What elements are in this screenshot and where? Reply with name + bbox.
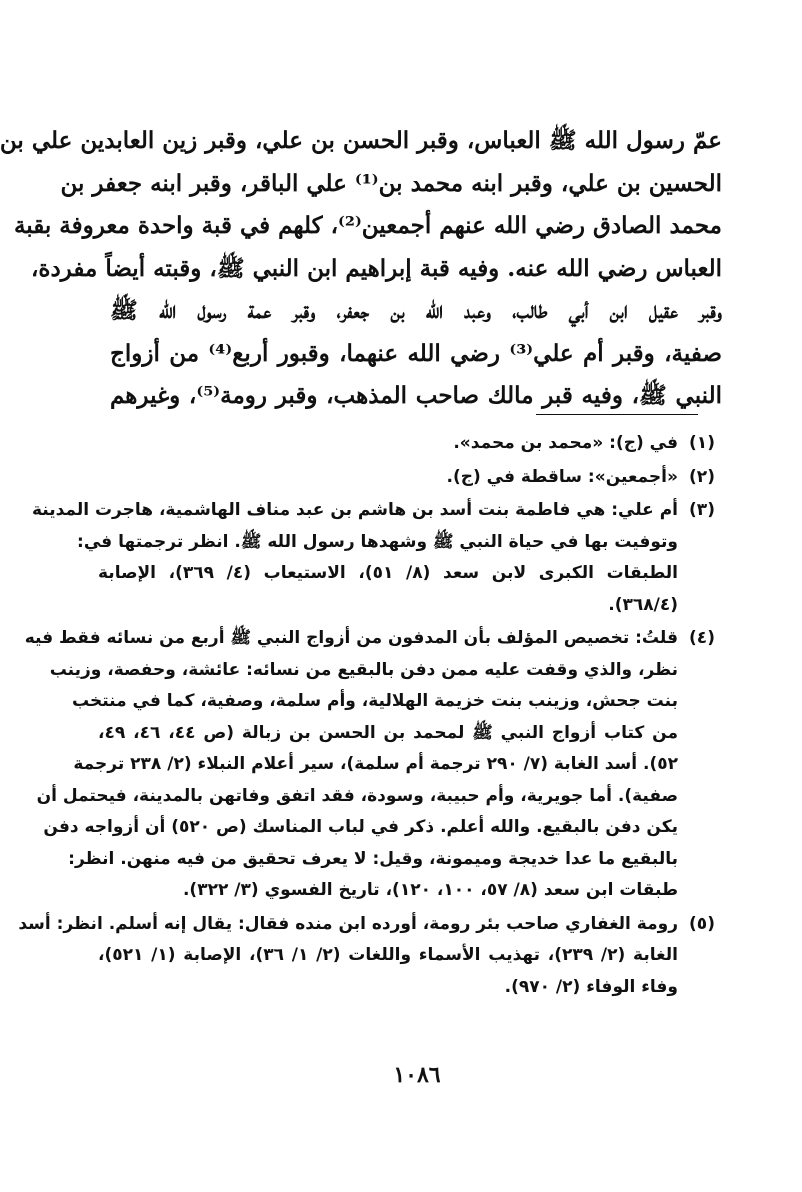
main-text-line: الحسين بن علي، وقبر ابنه محمد بن⁽¹⁾ علي الباقر، وقبر ابنه جعفر بن [60,169,722,197]
footnote-line: بنت جحش، وزينب بنت خزيمة الهلالية، وأم سلمة، وصفية، كما في منتخب [71,691,678,711]
footnote-number: (٣) [689,500,715,520]
footnote-line: طبقات ابن سعد (٨/ ٥٧، ١٠٠، ١٢٠)، تاريخ الفسوي (٣/ ٣٢٢). [182,880,678,900]
footnote-line: صفية). أما جويرية، وأم حبيبة، وسودة، فقد اتفق وفاتهن بالمدينة، فيحتمل أن [36,785,678,806]
footnote-line: (٣٦٨/٤). [608,594,678,615]
main-text-line: عمّ رسول الله ﷺ العباس، وقبر الحسن بن علي، وقبر زين العابدين علي بن [0,127,722,154]
main-text-line: صفية، وقبر أم علي⁽³⁾ رضي الله عنهما، وقبور أربع⁽⁴⁾ من أزواج [110,339,722,367]
footnote-line: أم علي: هي فاطمة بنت أسد بن هاشم بن عبد مناف الهاشمية، هاجرت المدينة [31,500,678,520]
footnotes [18,428,722,1005]
footnote-number: (٥) [689,913,715,934]
main-text [0,120,723,418]
footnote-line: الطبقات الكبرى لابن سعد (٨/ ٥١)، الاستيعاب (٤/ ٣٦٩)، الإصابة [98,563,678,583]
main-text-line: محمد الصادق رضي الله عنهم أجمعين⁽²⁾، كلهم في قبة واحدة معروفة بقبة [13,212,722,239]
footnote-number: (٤) [689,628,715,648]
footnote-number: (٢) [689,466,715,487]
footnote-line: نظر، والذي وقفت عليه ممن دفن بالبقيع من نسائه: عائشة، وحفصة، وزينب [49,659,678,680]
main-text-line: العباس رضي الله عنه. وفيه قبة إبراهيم ابن النبي ﷺ، وقبته أيضاً مفردة، [30,254,722,282]
main-text-line: النبي ﷺ، وفيه قبر مالك صاحب المذهب، وقبر رومة⁽⁵⁾، وغيرهم [110,382,723,409]
footnote-1 [98,428,722,460]
main-text-line: وقبر عقيل ابن أبي طالب، وعبد الله بن جعفر، وقبر عمة رسول الله ﷺ [110,297,722,324]
footnote-line: وتوفيت بها في حياة النبي ﷺ وشهدها رسول الله ﷺ. انظر ترجمتها في: [77,531,678,552]
footnote-line: وفاء الوفاء (٢/ ٩٧٠). [504,976,678,997]
footnote-line: قلتُ: تخصيص المؤلف بأن المدفون من أزواج النبي ﷺ أربع من نسائه فقط فيه [24,628,678,648]
footnote-line: يكن دفن بالبقيع. والله أعلم. ذكر في لباب المناسك (ص ٥٢٠) أن أزواجه دفن [43,817,678,837]
footnote-line: رومة الغفاري صاحب بئر رومة، أورده ابن منده فقال: يقال إنه أسلم. انظر: أسد [18,913,678,934]
footnote-number: (١) [689,433,715,453]
page-number: ١٠٨٦ [393,1062,441,1088]
footnote-line: الغابة (٢/ ٢٣٩)، تهذيب الأسماء واللغات (٢/ ١/ ٣٦)، الإصابة (١/ ٥٢١)، [98,945,678,965]
footnote-line: في (ج): «محمد بن محمد». [453,433,678,453]
footnote-5 [18,909,722,1004]
footnote-line: «أجمعين»: ساقطة في (ج). [446,466,678,487]
footnote-line: بالبقيع ما عدا خديجة وميمونة، وقيل: لا يعرف تحقيق من فيه منهن. انظر: [68,848,678,869]
footnote-line: ٥٢). أسد الغابة (٧/ ٢٩٠ ترجمة أم سلمة)، سير أعلام النبلاء (٢/ ٢٣٨ ترجمة [73,754,678,774]
footnote-line: من كتاب أزواج النبي ﷺ لمحمد بن الحسن بن زبالة (ص ٤٤، ٤٦، ٤٩، [98,722,678,743]
footnote-separator [536,414,698,415]
footnote-2 [98,462,722,494]
footnote-4 [24,623,722,907]
footnote-3 [31,495,722,621]
